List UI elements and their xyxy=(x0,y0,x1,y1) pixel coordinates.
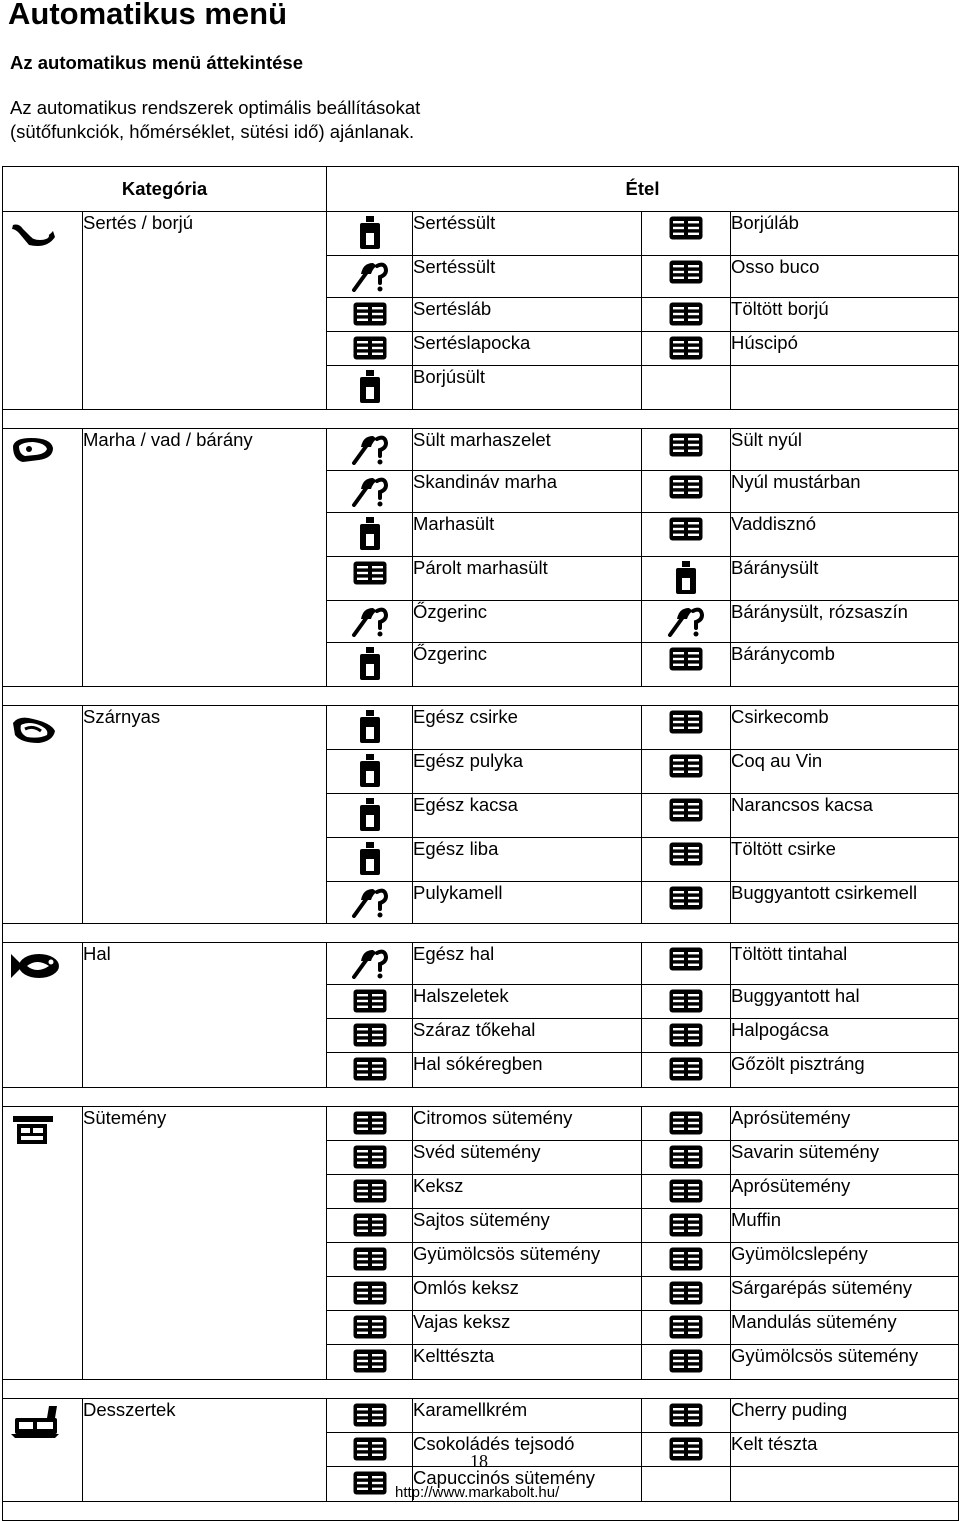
program-icon-cell xyxy=(327,838,413,882)
dish-name xyxy=(731,366,959,410)
book-icon xyxy=(669,798,703,822)
program-icon-cell xyxy=(642,750,731,794)
dish-name: Aprósütemény xyxy=(731,1107,959,1141)
program-icon-cell xyxy=(642,706,731,750)
dish-name: Kelttészta xyxy=(413,1345,642,1380)
dish-name: Cherry puding xyxy=(731,1399,959,1433)
book-icon xyxy=(669,710,703,734)
book-icon xyxy=(669,842,703,866)
program-icon-cell xyxy=(642,471,731,513)
bottle-icon xyxy=(358,798,382,832)
dish-name: Mandulás sütemény xyxy=(731,1311,959,1345)
probe-icon xyxy=(351,605,389,637)
category-name: Marha / vad / bárány xyxy=(83,429,327,687)
program-icon-cell xyxy=(642,557,731,601)
program-icon-cell xyxy=(642,1209,731,1243)
dish-name: Vajas keksz xyxy=(413,1311,642,1345)
program-icon-cell xyxy=(642,429,731,471)
page-title: Automatikus menü xyxy=(8,0,288,31)
book-icon xyxy=(669,1403,703,1427)
program-icon-cell xyxy=(642,1019,731,1053)
dish-name: Gyümölcsös sütemény xyxy=(731,1345,959,1380)
dish-name: Egész kacsa xyxy=(413,794,642,838)
program-icon-cell xyxy=(642,1311,731,1345)
dish-name: Egész csirke xyxy=(413,706,642,750)
bottle-icon xyxy=(674,561,698,595)
dish-name: Őzgerinc xyxy=(413,643,642,687)
dish-name: Narancsos kacsa xyxy=(731,794,959,838)
book-icon xyxy=(353,1111,387,1135)
dish-name: Sült marhaszelet xyxy=(413,429,642,471)
program-icon-cell xyxy=(327,557,413,601)
dish-name: Savarin sütemény xyxy=(731,1141,959,1175)
automatic-menu-table xyxy=(2,166,959,1521)
program-icon-cell xyxy=(642,366,731,410)
dish-name: Töltött tintahal xyxy=(731,943,959,985)
program-icon-cell xyxy=(327,943,413,985)
category-icon-cell xyxy=(3,1107,83,1380)
category-name: Sertés / borjú xyxy=(83,212,327,410)
program-icon-cell xyxy=(327,429,413,471)
program-icon-cell xyxy=(642,601,731,643)
dish-name: Húscipó xyxy=(731,332,959,366)
book-icon xyxy=(353,1315,387,1339)
program-icon-cell xyxy=(642,882,731,924)
dish-row xyxy=(3,212,959,256)
dish-name: Nyúl mustárban xyxy=(731,471,959,513)
program-icon-cell xyxy=(327,256,413,298)
bottle-icon xyxy=(358,754,382,788)
separator-cell xyxy=(3,1502,959,1521)
pork-veal-icon xyxy=(9,217,82,254)
category-name: Szárnyas xyxy=(83,706,327,924)
category-separator xyxy=(3,687,959,706)
book-icon xyxy=(669,754,703,778)
dish-name: Sárgarépás sütemény xyxy=(731,1277,959,1311)
category-icon-cell xyxy=(3,706,83,924)
dish-name: Hal sókéregben xyxy=(413,1053,642,1088)
program-icon-cell xyxy=(642,1399,731,1433)
program-icon-cell xyxy=(642,332,731,366)
program-icon-cell xyxy=(327,1345,413,1380)
program-icon-cell xyxy=(327,298,413,332)
bottle-icon xyxy=(358,710,382,744)
probe-icon xyxy=(351,433,389,465)
book-icon xyxy=(669,1111,703,1135)
dish-name: Muffin xyxy=(731,1209,959,1243)
separator-cell xyxy=(3,410,959,429)
program-icon-cell xyxy=(642,1243,731,1277)
book-icon xyxy=(353,1145,387,1169)
dish-name: Párolt marhasült xyxy=(413,557,642,601)
program-icon-cell xyxy=(327,1175,413,1209)
page-number: 18 xyxy=(470,1451,488,1471)
program-icon-cell xyxy=(327,212,413,256)
category-separator xyxy=(3,1502,959,1521)
dish-name: Sajtos sütemény xyxy=(413,1209,642,1243)
program-icon-cell xyxy=(327,1141,413,1175)
dish-row xyxy=(3,706,959,750)
dish-name: Száraz tőkehal xyxy=(413,1019,642,1053)
dish-name: Báránysült, rózsaszín xyxy=(731,601,959,643)
book-icon xyxy=(353,561,387,585)
dish-name: Borjúsült xyxy=(413,366,642,410)
dish-name: Gyümölcslepény xyxy=(731,1243,959,1277)
program-icon-cell xyxy=(642,643,731,687)
bottle-icon xyxy=(358,517,382,551)
category-name: Desszertek xyxy=(83,1399,327,1502)
program-icon-cell xyxy=(642,794,731,838)
program-icon-cell xyxy=(327,1311,413,1345)
book-icon xyxy=(353,1247,387,1271)
category-icon-cell xyxy=(3,212,83,410)
book-icon xyxy=(669,302,703,326)
separator-cell xyxy=(3,1380,959,1399)
book-icon xyxy=(353,1023,387,1047)
book-icon xyxy=(353,1213,387,1237)
book-icon xyxy=(669,216,703,240)
dish-name: Gyümölcsös sütemény xyxy=(413,1243,642,1277)
book-icon xyxy=(353,1437,387,1461)
dish-name: Karamellkrém xyxy=(413,1399,642,1433)
book-icon xyxy=(353,1179,387,1203)
probe-icon xyxy=(351,475,389,507)
dish-name: Sertéssült xyxy=(413,256,642,298)
program-icon-cell xyxy=(642,212,731,256)
dish-name: Sertésláb xyxy=(413,298,642,332)
category-separator xyxy=(3,924,959,943)
dish-name: Buggyantott hal xyxy=(731,985,959,1019)
probe-icon xyxy=(351,886,389,918)
dish-row xyxy=(3,1399,959,1433)
dish-name: Buggyantott csirkemell xyxy=(731,882,959,924)
book-icon xyxy=(669,517,703,541)
book-icon xyxy=(353,1281,387,1305)
program-icon-cell xyxy=(327,882,413,924)
category-header: Kategória xyxy=(3,167,327,212)
category-name: Sütemény xyxy=(83,1107,327,1380)
dish-name: Gőzölt pisztráng xyxy=(731,1053,959,1088)
poultry-icon xyxy=(9,711,82,752)
dish-name: Egész liba xyxy=(413,838,642,882)
program-icon-cell xyxy=(642,1053,731,1088)
dish-name: Töltött borjú xyxy=(731,298,959,332)
program-icon-cell xyxy=(642,1141,731,1175)
dish-name: Kelt tészta xyxy=(731,1433,959,1467)
probe-icon xyxy=(351,947,389,979)
category-icon-cell xyxy=(3,1399,83,1502)
book-icon xyxy=(669,433,703,457)
bottle-icon xyxy=(358,647,382,681)
category-icon-cell xyxy=(3,429,83,687)
dish-row xyxy=(3,429,959,471)
book-icon xyxy=(353,336,387,360)
program-icon-cell xyxy=(327,1107,413,1141)
program-icon-cell xyxy=(642,1345,731,1380)
program-icon-cell xyxy=(642,298,731,332)
program-icon-cell xyxy=(327,1209,413,1243)
book-icon xyxy=(669,886,703,910)
book-icon xyxy=(353,1471,387,1495)
book-icon xyxy=(669,336,703,360)
book-icon xyxy=(669,1057,703,1081)
category-separator xyxy=(3,410,959,429)
program-icon-cell xyxy=(327,1433,413,1467)
dish-name xyxy=(731,1467,959,1502)
intro-line-2: (sütőfunkciók, hőmérséklet, sütési idő) ajánlanak. xyxy=(10,121,415,142)
book-icon xyxy=(669,1437,703,1461)
book-icon xyxy=(353,1349,387,1373)
program-icon-cell xyxy=(642,1433,731,1467)
program-icon-cell xyxy=(327,513,413,557)
table-header-row xyxy=(3,167,959,212)
dish-name: Omlós keksz xyxy=(413,1277,642,1311)
section-subtitle: Az automatikus menü áttekintése xyxy=(10,52,303,73)
dish-name: Citromos sütemény xyxy=(413,1107,642,1141)
dish-name: Coq au Vin xyxy=(731,750,959,794)
dish-name: Töltött csirke xyxy=(731,838,959,882)
dish-name: Sertéslapocka xyxy=(413,332,642,366)
program-icon-cell xyxy=(327,794,413,838)
beef-game-lamb-icon xyxy=(9,434,82,471)
book-icon xyxy=(669,1247,703,1271)
dish-name: Halpogácsa xyxy=(731,1019,959,1053)
program-icon-cell xyxy=(327,1243,413,1277)
dish-row xyxy=(3,1107,959,1141)
program-icon-cell xyxy=(327,1399,413,1433)
program-icon-cell xyxy=(642,256,731,298)
dish-name: Csokoládés tejsodó xyxy=(413,1433,642,1467)
footer-url: http://www.markabolt.hu/ xyxy=(395,1484,560,1501)
category-separator xyxy=(3,1380,959,1399)
food-header: Étel xyxy=(327,167,959,212)
book-icon xyxy=(353,1403,387,1427)
dish-name: Sült nyúl xyxy=(731,429,959,471)
book-icon xyxy=(669,1145,703,1169)
category-icon-cell xyxy=(3,943,83,1088)
program-icon-cell xyxy=(642,1277,731,1311)
dish-name: Báránysült xyxy=(731,557,959,601)
dish-name: Egész hal xyxy=(413,943,642,985)
program-icon-cell xyxy=(327,750,413,794)
fish-icon xyxy=(9,948,82,989)
probe-icon xyxy=(351,260,389,292)
cake-icon xyxy=(9,1112,82,1153)
book-icon xyxy=(669,475,703,499)
book-icon xyxy=(669,1213,703,1237)
dish-name: Csirkecomb xyxy=(731,706,959,750)
intro-line-1: Az automatikus rendszerek optimális beállításokat xyxy=(10,97,421,118)
dish-name: Osso buco xyxy=(731,256,959,298)
program-icon-cell xyxy=(642,1467,731,1502)
program-icon-cell xyxy=(642,985,731,1019)
program-icon-cell xyxy=(642,513,731,557)
book-icon xyxy=(669,1179,703,1203)
book-icon xyxy=(669,1349,703,1373)
program-icon-cell xyxy=(642,838,731,882)
book-icon xyxy=(669,1023,703,1047)
program-icon-cell xyxy=(327,1019,413,1053)
program-icon-cell xyxy=(327,1053,413,1088)
dish-name: Aprósütemény xyxy=(731,1175,959,1209)
dish-name: Őzgerinc xyxy=(413,601,642,643)
program-icon-cell xyxy=(327,366,413,410)
separator-cell xyxy=(3,924,959,943)
program-icon-cell xyxy=(327,985,413,1019)
dish-name: Pulykamell xyxy=(413,882,642,924)
book-icon xyxy=(353,302,387,326)
separator-cell xyxy=(3,1088,959,1107)
dish-name: Sertéssült xyxy=(413,212,642,256)
program-icon-cell xyxy=(642,1107,731,1141)
dish-name: Vaddisznó xyxy=(731,513,959,557)
book-icon xyxy=(353,1057,387,1081)
program-icon-cell xyxy=(327,471,413,513)
dish-name: Keksz xyxy=(413,1175,642,1209)
dish-name: Egész pulyka xyxy=(413,750,642,794)
program-icon-cell xyxy=(642,943,731,985)
separator-cell xyxy=(3,687,959,706)
dish-name: Báránycomb xyxy=(731,643,959,687)
book-icon xyxy=(669,1315,703,1339)
dish-name: Capuccinós sütemény xyxy=(413,1467,642,1502)
book-icon xyxy=(669,647,703,671)
book-icon xyxy=(669,260,703,284)
program-icon-cell xyxy=(327,706,413,750)
program-icon-cell xyxy=(327,332,413,366)
category-separator xyxy=(3,1088,959,1107)
program-icon-cell xyxy=(327,643,413,687)
dessert-icon xyxy=(9,1404,82,1445)
dish-name: Marhasült xyxy=(413,513,642,557)
dish-name: Svéd sütemény xyxy=(413,1141,642,1175)
book-icon xyxy=(669,947,703,971)
book-icon xyxy=(669,989,703,1013)
dish-name: Borjúláb xyxy=(731,212,959,256)
dish-row xyxy=(3,943,959,985)
program-icon-cell xyxy=(327,601,413,643)
bottle-icon xyxy=(358,842,382,876)
dish-name: Halszeletek xyxy=(413,985,642,1019)
intro-text xyxy=(10,96,420,144)
category-name: Hal xyxy=(83,943,327,1088)
bottle-icon xyxy=(358,216,382,250)
bottle-icon xyxy=(358,370,382,404)
book-icon xyxy=(669,1281,703,1305)
probe-icon xyxy=(667,605,705,637)
program-icon-cell xyxy=(327,1277,413,1311)
program-icon-cell xyxy=(642,1175,731,1209)
book-icon xyxy=(353,989,387,1013)
dish-name: Skandináv marha xyxy=(413,471,642,513)
